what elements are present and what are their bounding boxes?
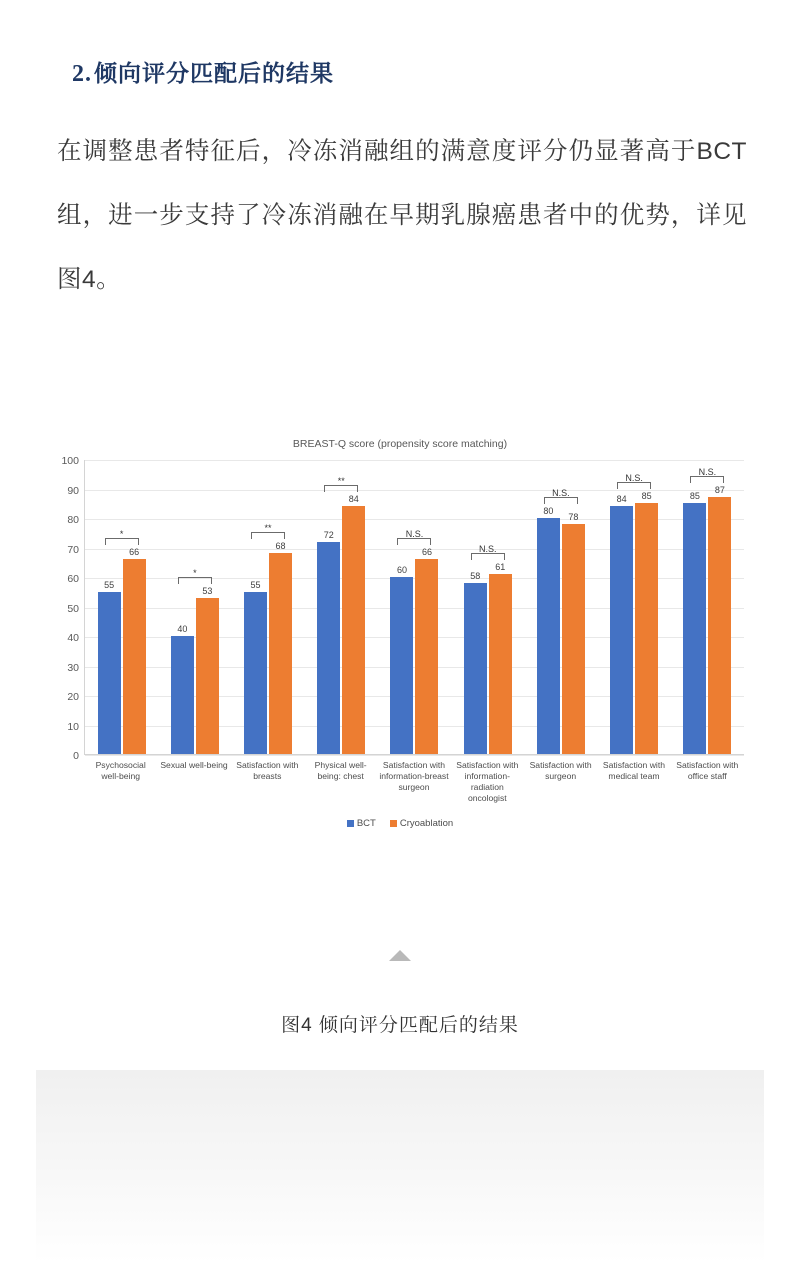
significance-label: * xyxy=(119,529,124,540)
y-axis-tick-label: 70 xyxy=(67,543,79,556)
x-axis-tick-label: Satisfaction with surgeon xyxy=(529,760,592,781)
significance-label: N.S. xyxy=(405,529,424,540)
significance-label: N.S. xyxy=(698,467,717,478)
section-title: 倾向评分匹配后的结果 xyxy=(94,60,334,86)
x-axis-tick-label: Physical well-being: chest xyxy=(314,760,367,781)
bar-group xyxy=(524,460,597,754)
y-axis-tick-label: 40 xyxy=(67,632,79,644)
bar[interactable] xyxy=(244,579,267,754)
bar[interactable] xyxy=(171,624,194,754)
significance-bracket xyxy=(544,488,578,504)
y-axis-tick-label: 10 xyxy=(67,720,79,733)
bar-value-label: 84 xyxy=(348,494,359,505)
x-axis-labels xyxy=(84,760,744,804)
bar-value-label: 66 xyxy=(129,547,140,558)
bar[interactable] xyxy=(342,494,365,754)
bar-group xyxy=(85,460,158,754)
body-paragraph: 在调整患者特征后，冷冻消融组的满意度评分仍显著高于BCT组，进一步支持了冷冻消融在早期乳腺癌患者中的优势，详见图4。 xyxy=(57,138,747,293)
bar-value-label: 60 xyxy=(396,565,407,575)
bar-value-label: 58 xyxy=(470,570,481,581)
bar[interactable] xyxy=(489,562,512,754)
bar-value-label: 61 xyxy=(495,562,506,573)
legend-swatch-icon xyxy=(390,820,397,827)
bar-value-label: 84 xyxy=(616,494,627,505)
bar-group xyxy=(451,460,524,754)
significance-label: N.S. xyxy=(625,473,643,484)
y-axis-tick-label: 50 xyxy=(67,602,79,615)
significance-bracket xyxy=(397,529,431,545)
y-axis-tick-label: 60 xyxy=(67,573,79,585)
x-axis-tick-label: Sexual well-being xyxy=(160,760,228,770)
significance-bracket xyxy=(471,544,505,560)
bar[interactable] xyxy=(123,547,146,754)
y-axis-tick-label: 30 xyxy=(67,661,79,674)
x-axis-tick-label: Satisfaction with information-breast surgeon xyxy=(379,760,449,792)
bar-group xyxy=(305,460,378,754)
bar[interactable] xyxy=(317,529,340,754)
figure-caption: 图4 倾向评分匹配后的结果 xyxy=(281,1015,519,1036)
chart-plot-area xyxy=(61,455,744,762)
bar-group xyxy=(671,460,744,754)
bar[interactable] xyxy=(196,585,219,754)
bar-value-label: 78 xyxy=(568,511,579,522)
significance-label: N.S. xyxy=(552,488,570,498)
bar-value-label: 72 xyxy=(323,529,334,540)
significance-bracket xyxy=(617,473,651,489)
legend-item-cryoablation xyxy=(390,818,453,829)
y-axis-tick-label: 100 xyxy=(61,455,79,467)
significance-bracket xyxy=(251,523,285,539)
bar[interactable] xyxy=(415,547,438,754)
y-axis-tick-label: 80 xyxy=(67,514,79,526)
x-axis-tick-label: Satisfaction with medical team xyxy=(602,760,666,781)
y-axis-tick-label: 20 xyxy=(67,691,79,703)
legend-swatch-icon xyxy=(347,820,354,827)
significance-bracket xyxy=(178,567,212,584)
bar[interactable] xyxy=(562,511,585,754)
bar[interactable] xyxy=(390,565,413,754)
bar[interactable] xyxy=(610,494,633,754)
bar-value-label: 55 xyxy=(104,579,115,590)
bar-group xyxy=(231,460,304,754)
chart-bar-groups xyxy=(85,460,744,754)
bar-value-label: 85 xyxy=(641,491,652,502)
significance-label: * xyxy=(193,567,197,578)
significance-bracket xyxy=(690,467,724,483)
bar[interactable] xyxy=(269,541,292,754)
bar-value-label: 40 xyxy=(177,624,188,634)
bar-value-label: 55 xyxy=(250,579,261,590)
bar-group xyxy=(158,460,231,754)
legend-label-cryoablation: Cryoablation xyxy=(399,818,454,829)
bar-value-label: 80 xyxy=(543,506,554,516)
bar-value-label: 66 xyxy=(421,547,432,558)
x-axis-tick-label: Satisfaction with information-radiation oncologist xyxy=(456,760,519,803)
bottom-panel xyxy=(36,1070,764,1263)
bar-value-label: 68 xyxy=(275,541,286,552)
bar-value-label: 85 xyxy=(689,491,700,502)
bar-group xyxy=(378,460,451,754)
significance-label: N.S. xyxy=(478,544,497,555)
figure-chart xyxy=(36,420,764,850)
section-number: 2. xyxy=(72,61,92,87)
significance-label: ** xyxy=(264,523,272,534)
collapse-arrow-icon[interactable] xyxy=(389,950,411,961)
x-axis-tick-label: Satisfaction with office staff xyxy=(676,760,739,781)
x-axis-tick-label: Psychosocial well-being xyxy=(95,760,146,781)
significance-bracket xyxy=(105,529,139,545)
bar-group xyxy=(598,460,671,754)
significance-bracket xyxy=(324,476,358,492)
x-axis-tick-label: Satisfaction with breasts xyxy=(236,760,299,781)
bar[interactable] xyxy=(98,579,121,754)
bar[interactable] xyxy=(635,491,658,754)
legend-label-bct: BCT xyxy=(356,818,376,829)
section-heading xyxy=(72,55,334,88)
bar-value-label: 53 xyxy=(202,585,213,596)
bar[interactable] xyxy=(464,570,487,754)
significance-label: ** xyxy=(337,476,345,487)
bar[interactable] xyxy=(683,491,706,754)
y-axis-tick-label: 90 xyxy=(67,484,79,497)
legend-item-bct xyxy=(347,818,376,829)
gridline xyxy=(73,750,744,762)
y-axis-tick-label: 0 xyxy=(73,750,79,762)
bar[interactable] xyxy=(537,506,560,754)
bar-value-label: 87 xyxy=(714,485,725,496)
bar[interactable] xyxy=(708,485,731,754)
chart-legend xyxy=(36,818,764,829)
chart-title: BREAST-Q score (propensity score matching) xyxy=(292,438,508,450)
